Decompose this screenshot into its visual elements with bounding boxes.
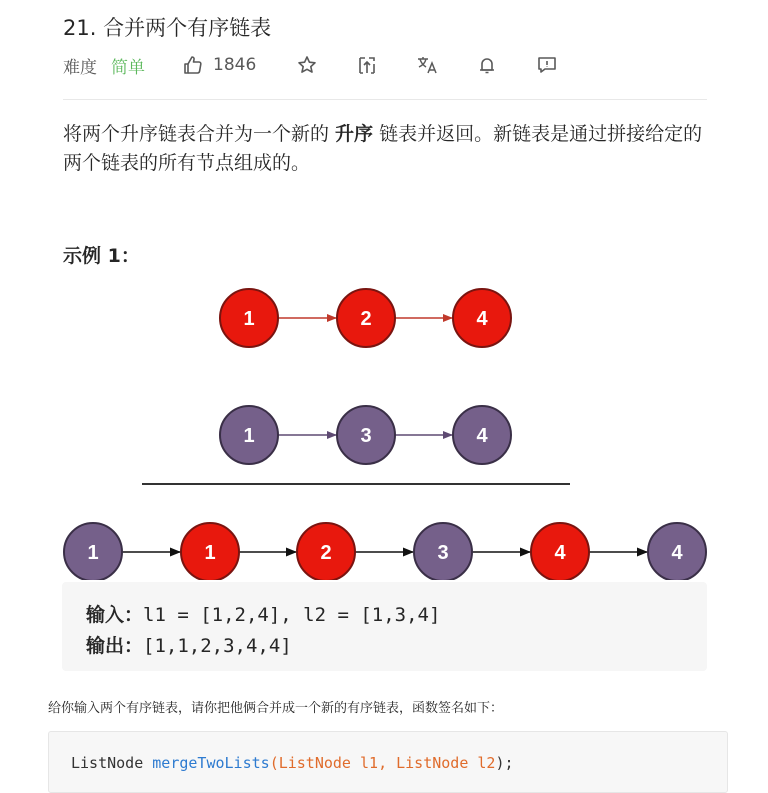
translate-icon bbox=[416, 55, 438, 75]
list-node-label: 4 bbox=[671, 542, 683, 564]
example-title: 示例 1： bbox=[63, 245, 140, 267]
input-label: 输入： bbox=[86, 604, 144, 626]
linked-list-diagram bbox=[0, 280, 768, 580]
code-function-name: mergeTwoLists bbox=[152, 754, 270, 772]
problem-description bbox=[63, 120, 711, 178]
output-label: 输出： bbox=[86, 635, 144, 657]
description-text-2: 链表并返回。新链表是通过拼接给定的两个链表的所有节点组成的。 bbox=[63, 123, 703, 174]
output-value: [1,1,2,3,4,4] bbox=[143, 635, 292, 657]
problem-meta-bar bbox=[63, 52, 596, 78]
list-node-label: 2 bbox=[320, 542, 332, 564]
code-paren-close: ); bbox=[495, 754, 514, 772]
share-icon bbox=[357, 55, 377, 75]
code-arg-1: ListNode l1 bbox=[278, 754, 379, 772]
bell-button[interactable] bbox=[476, 54, 498, 76]
star-button[interactable] bbox=[296, 54, 318, 76]
thumbs-up-icon bbox=[183, 55, 203, 75]
list-node-label: 1 bbox=[87, 542, 99, 564]
list-node-label: 3 bbox=[437, 542, 449, 564]
difficulty-badge: 简单 bbox=[111, 57, 145, 78]
bell-icon bbox=[477, 55, 497, 75]
input-value: l1 = [1,2,4], l2 = [1,3,4] bbox=[143, 604, 441, 626]
list-node-label: 4 bbox=[554, 542, 566, 564]
code-paren-open: ( bbox=[269, 754, 279, 772]
description-text-1: 将两个升序链表合并为一个新的 bbox=[63, 123, 336, 145]
difficulty-label: 难度 bbox=[63, 57, 97, 78]
list-node-label: 1 bbox=[243, 425, 255, 447]
code-comma: , bbox=[378, 754, 397, 772]
code-return-type: ListNode bbox=[71, 754, 153, 772]
feedback-icon bbox=[537, 55, 557, 75]
function-signature bbox=[71, 754, 514, 772]
list-node-label: 4 bbox=[476, 425, 488, 447]
list-node-label: 3 bbox=[360, 425, 372, 447]
example-output bbox=[86, 631, 292, 658]
star-icon bbox=[297, 55, 317, 75]
code-block bbox=[48, 731, 728, 793]
feedback-button[interactable] bbox=[536, 54, 558, 76]
code-arg-2: ListNode l2 bbox=[396, 754, 496, 772]
share-button[interactable] bbox=[356, 54, 378, 76]
description-bold: 升序 bbox=[335, 123, 374, 145]
list-node-label: 4 bbox=[476, 308, 488, 330]
problem-title: 21. 合并两个有序链表 bbox=[63, 16, 272, 40]
example-io-box bbox=[62, 582, 707, 671]
explanation-note: 给你输入两个有序链表，请你把他俩合并成一个新的有序链表，函数签名如下： bbox=[48, 701, 504, 716]
list-node-label: 1 bbox=[243, 308, 255, 330]
list-node-label: 1 bbox=[204, 542, 216, 564]
like-button[interactable] bbox=[183, 55, 256, 75]
example-input bbox=[86, 600, 440, 627]
header-divider bbox=[63, 99, 707, 100]
translate-button[interactable] bbox=[416, 54, 438, 76]
like-count: 1846 bbox=[213, 55, 257, 75]
list-node-label: 2 bbox=[360, 308, 372, 330]
